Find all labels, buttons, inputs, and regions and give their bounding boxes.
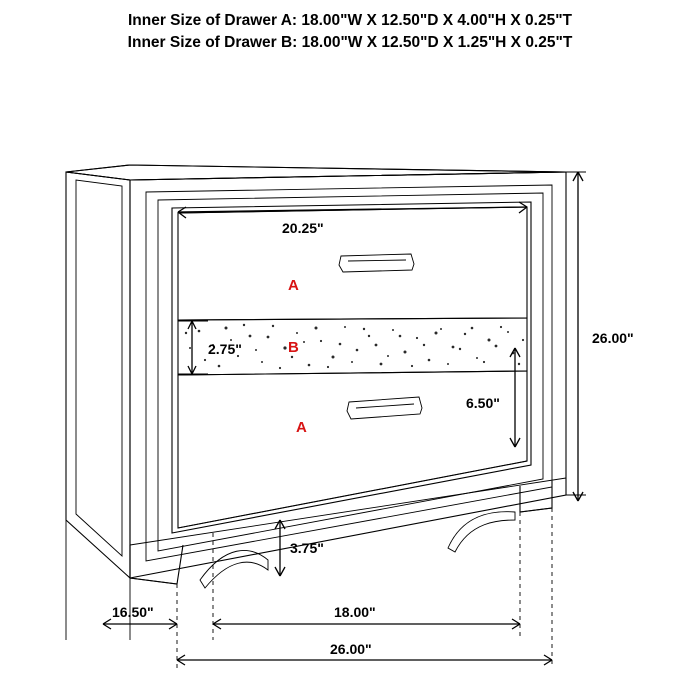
dimension-overall-height-label: 26.00" — [592, 330, 634, 346]
dimension-top-width-label: 20.25" — [282, 220, 324, 236]
label-drawer-b: B — [288, 339, 299, 356]
dimension-lower-drawer-height-label: 6.50" — [466, 395, 500, 411]
dimension-leg-clearance-label: 3.75" — [290, 540, 324, 556]
label-drawer-a-bottom: A — [296, 419, 307, 436]
header-line-1: Inner Size of Drawer A: 18.00"W X 12.50"D X 4.00"H X 0.25"T — [127, 12, 573, 29]
header-line-2: Inner Size of Drawer B: 18.00"W X 12.50"D X 1.25"H X 0.25"T — [127, 34, 573, 52]
dimension-drawer-b-height — [178, 321, 242, 374]
dimension-front-width — [213, 512, 520, 640]
dimension-front-width-label: 18.00" — [334, 604, 376, 620]
label-drawer-a-top: A — [288, 277, 299, 294]
dimension-overall-height — [566, 172, 634, 501]
dimension-depth-label: 16.50" — [112, 604, 154, 620]
dimension-overall-width-label: 26.00" — [330, 641, 372, 657]
dimension-depth — [66, 520, 177, 668]
dimension-lower-drawer-height — [466, 348, 520, 447]
dimension-drawer-b-height-label: 2.75" — [208, 341, 242, 357]
dimension-leg-clearance — [275, 520, 324, 576]
drawer-a-top[interactable] — [178, 207, 527, 320]
dimension-overall-width — [177, 508, 552, 668]
